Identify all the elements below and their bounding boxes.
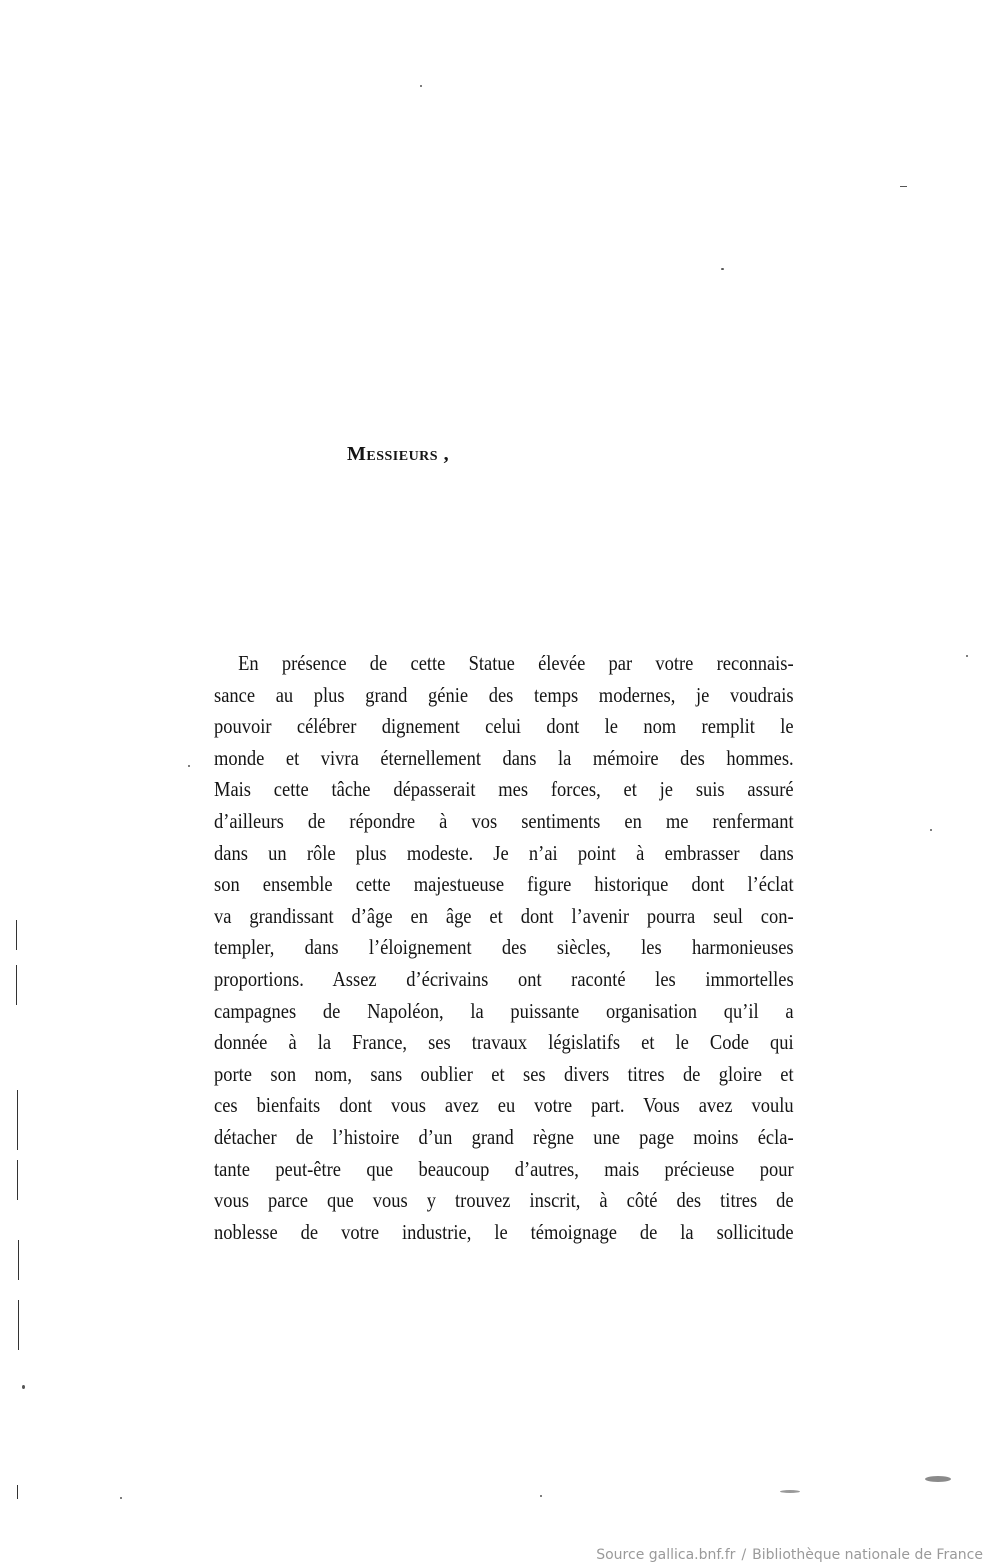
text-line: ces bienfaits dont vous avez eu votre part. Vous avez voulu	[214, 1093, 794, 1118]
text-line: détacher de l’histoire d’un grand règne une page moins écla-	[214, 1124, 794, 1149]
source-separator: /	[741, 1547, 747, 1563]
text-line: noblesse de votre industrie, le témoignage de la sollicitude	[214, 1219, 794, 1244]
text-line: porte son nom, sans oublier et ses divers titres de gloire et	[214, 1061, 794, 1086]
text-line: templer, dans l’éloignement des siècles, les harmonieuses	[214, 935, 794, 960]
scan-speck	[120, 1497, 122, 1499]
text-line: sance au plus grand génie des temps modernes, je voudrais	[214, 682, 794, 707]
text-line: campagnes de Napoléon, la puissante organisation qu’il a	[214, 998, 794, 1023]
scan-speck	[966, 655, 968, 657]
text-line: dans un rôle plus modeste. Je n’ai point à embrasser dans	[214, 840, 794, 865]
body-paragraph	[214, 648, 794, 1248]
scan-speck	[900, 186, 907, 187]
text-line: pouvoir célébrer dignement celui dont le nom remplit le	[214, 714, 794, 739]
text-line: En présence de cette Statue élevée par votre reconnais-	[238, 651, 794, 675]
text-line: tante peut-être que beaucoup d’autres, mais précieuse pour	[214, 1156, 794, 1181]
text-line: vous parce que vous y trouvez inscrit, à côté des titres de	[214, 1188, 794, 1213]
scan-speck	[925, 1476, 951, 1482]
scan-speck	[22, 1385, 25, 1389]
scan-speck	[188, 765, 190, 767]
text-line: Mais cette tâche dépasserait mes forces, et je suis assuré	[214, 777, 794, 802]
text-line: monde et vivra éternellement dans la mémoire des hommes.	[214, 745, 794, 770]
scan-speck	[780, 1490, 800, 1493]
binding-edge-mark	[17, 1160, 18, 1200]
source-link-text[interactable]: Source gallica.bnf.fr	[596, 1547, 736, 1563]
institution-name: Bibliothèque nationale de France	[752, 1547, 983, 1563]
scan-speck	[540, 1495, 542, 1497]
binding-edge-mark	[18, 1240, 19, 1280]
scan-speck	[721, 268, 724, 270]
binding-edge-mark	[18, 1300, 19, 1350]
binding-edge-mark	[17, 1485, 18, 1499]
salutation-heading: Messieurs ,	[347, 443, 450, 465]
source-attribution	[596, 1547, 983, 1563]
binding-edge-mark	[17, 1090, 18, 1150]
binding-edge-mark	[16, 920, 17, 950]
text-line: proportions. Assez d’écrivains ont raconté les immortelles	[214, 966, 794, 991]
binding-edge-mark	[16, 965, 17, 1005]
text-line: donnée à la France, ses travaux législatifs et le Code qui	[214, 1030, 794, 1055]
scan-speck	[930, 829, 932, 831]
text-line: d’ailleurs de répondre à vos sentiments en me renfermant	[214, 808, 794, 833]
text-line: va grandissant d’âge en âge et dont l’avenir pourra seul con-	[214, 903, 794, 928]
text-line: son ensemble cette majestueuse figure historique dont l’éclat	[214, 872, 794, 897]
scan-speck	[420, 85, 422, 87]
